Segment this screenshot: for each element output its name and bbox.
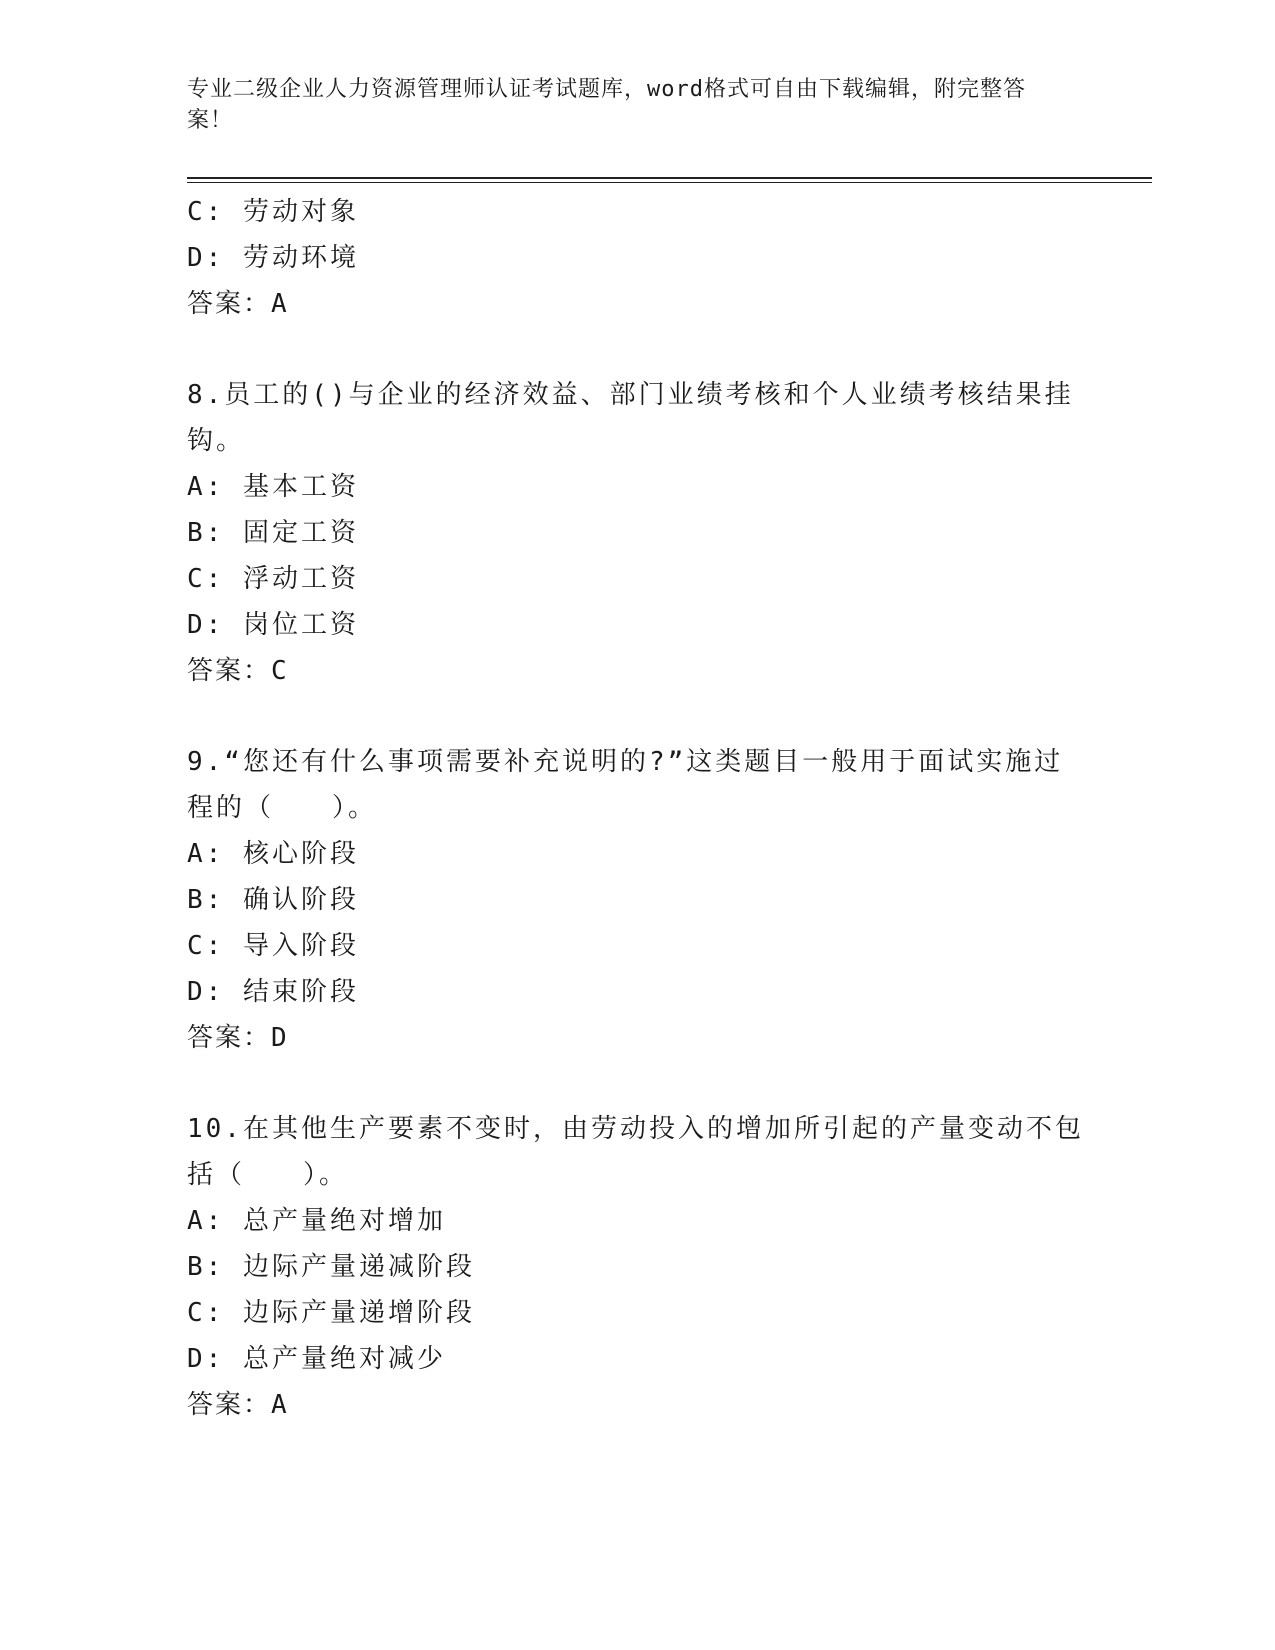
option-b: B: 固定工资	[187, 518, 359, 548]
option-d: D: 结束阶段	[187, 977, 359, 1007]
question-list	[187, 189, 1087, 1428]
option-a: A: 基本工资	[187, 472, 359, 502]
option-c: C: 导入阶段	[187, 931, 359, 961]
partial-question-7	[187, 189, 1087, 327]
option-d: D: 总产量绝对减少	[187, 1344, 446, 1374]
question-stem: 8.员工的()与企业的经济效益、部门业绩考核和个人业绩考核结果挂钩。	[187, 380, 1074, 456]
question-stem: 9.“您还有什么事项需要补充说明的?”这类题目一般用于面试实施过程的（ ）。	[187, 747, 1064, 823]
option-c: C: 劳动对象	[187, 197, 359, 227]
question-8	[187, 372, 1087, 694]
option-c: C: 浮动工资	[187, 564, 359, 594]
answer-line: 答案：A	[187, 289, 289, 319]
option-d: D: 劳动环境	[187, 243, 359, 273]
answer-line: 答案：A	[187, 1390, 289, 1420]
question-10	[187, 1106, 1087, 1428]
option-d: D: 岗位工资	[187, 610, 359, 640]
answer-line: 答案：C	[187, 656, 289, 686]
option-a: A: 核心阶段	[187, 839, 359, 869]
answer-line: 答案：D	[187, 1023, 289, 1053]
document-header: 专业二级企业人力资源管理师认证考试题库，word格式可自由下载编辑，附完整答案！	[187, 77, 1026, 133]
question-stem: 10.在其他生产要素不变时，由劳动投入的增加所引起的产量变动不包括（ ）。	[187, 1114, 1084, 1190]
question-9	[187, 739, 1087, 1061]
option-b: B: 边际产量递减阶段	[187, 1252, 475, 1282]
header-rule-thick	[187, 177, 1152, 179]
option-b: B: 确认阶段	[187, 885, 359, 915]
header-rule-thin	[187, 182, 1152, 183]
option-c: C: 边际产量递增阶段	[187, 1298, 475, 1328]
option-a: A: 总产量绝对增加	[187, 1206, 446, 1236]
